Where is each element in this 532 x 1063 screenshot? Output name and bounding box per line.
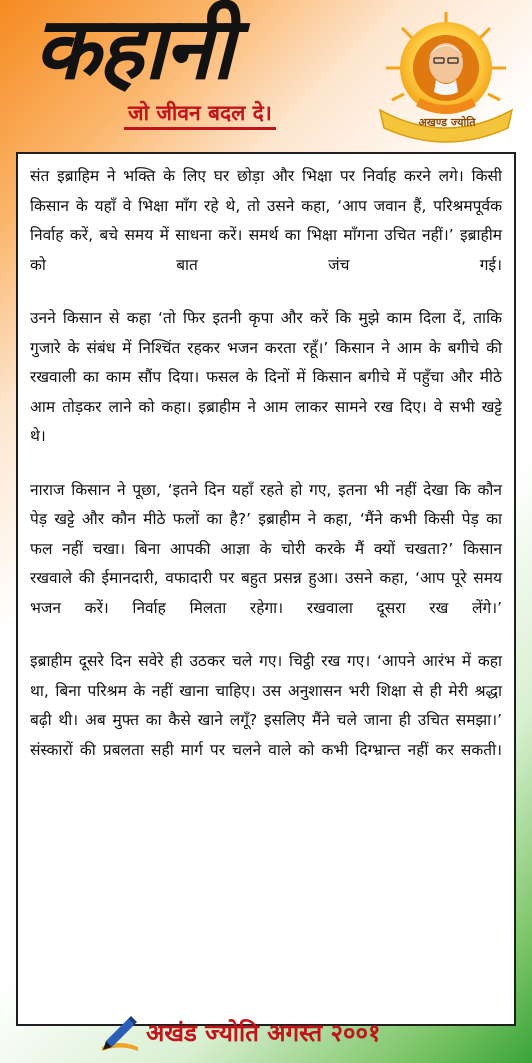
story-paragraph-2: उनने किसान से कहा ‘तो फिर इतनी कृपा और करें कि मुझे काम दिला दें, ताकि गुजारे के संबंध में निश्चिंत रहकर भजन करता रहूँ।’ किसान ने आम के बगीचे की रखवाली का काम सौंप दिया। फसल के दिनों में किसान बगीचे में पहुँचा और मीठे आम तोड़कर लाने को कहा। इब्राहीम ने आम लाकर सामने रख दिए। वे सभी खट्टे थे। [30, 309, 502, 445]
footer [0, 1010, 532, 1056]
story-box [16, 152, 516, 1026]
emblem-label: अखण्ड ज्योति [418, 116, 476, 129]
pen-icon [98, 1013, 142, 1053]
story-paragraph-3: नाराज किसान ने पूछा, ‘इतने दिन यहाँ रहते हो गए, इतना भी नहीं देखा कि कौन पेड़ खट्टे और कौन मीठे फलों का है?’ इब्राहीम ने कहा, ‘मैंने कभी किसी पेड़ का फल नहीं चखा। बिना आपकी आज्ञा के चोरी करके मैं क्यों चखता?’ किसान रखवाले की ईमानदारी, वफादारी पर बहुत प्रसन्न हुआ। उसने कहा, ‘आप पूरे समय भजन करें। निर्वाह मिलता रहेगा। रखवाला दूसरा रख लेंगे।’ [30, 480, 502, 617]
page-subtitle: जो जीवन बदल दे। [124, 100, 276, 130]
source-citation: अखंड ज्योति अगस्त २००१ [146, 1018, 381, 1047]
story-paragraph-1: संत इब्राहिम ने भक्ति के लिए घर छोड़ा और भिक्षा पर निर्वाह करने लगे। किसी किसान के यहाँ वे भिक्षा माँग रहे थे, तो उसने कहा, ‘आप जवान हैं, परिश्रमपूर्वक निर्वाह करें, बचे समय में साधना करें। समर्थ का भिक्षा माँगना उचित नहीं।’ इब्राहीम को बात जंच गई। [30, 167, 502, 274]
page-title: कहानी [34, 0, 232, 99]
header [0, 0, 532, 150]
story-paragraph-4: इब्राहीम दूसरे दिन सवेरे ही उठकर चले गए। चिट्ठी रख गए। ‘आपने आरंभ में कहा था, बिना परिश्रम के नहीं खाना चाहिए। उस अनुशासन भरी शिक्षा से ही मेरी श्रद्धा बढ़ी थी। अब मुफ्त का कैसे खाने लगूँ? इसलिए मैंने चले जाना ही उचित समझा।’ संस्कारों की प्रबलता सही मार्ग पर चलने वाले को कभी दिग्भ्रान्त नहीं कर सकती। [30, 652, 502, 759]
